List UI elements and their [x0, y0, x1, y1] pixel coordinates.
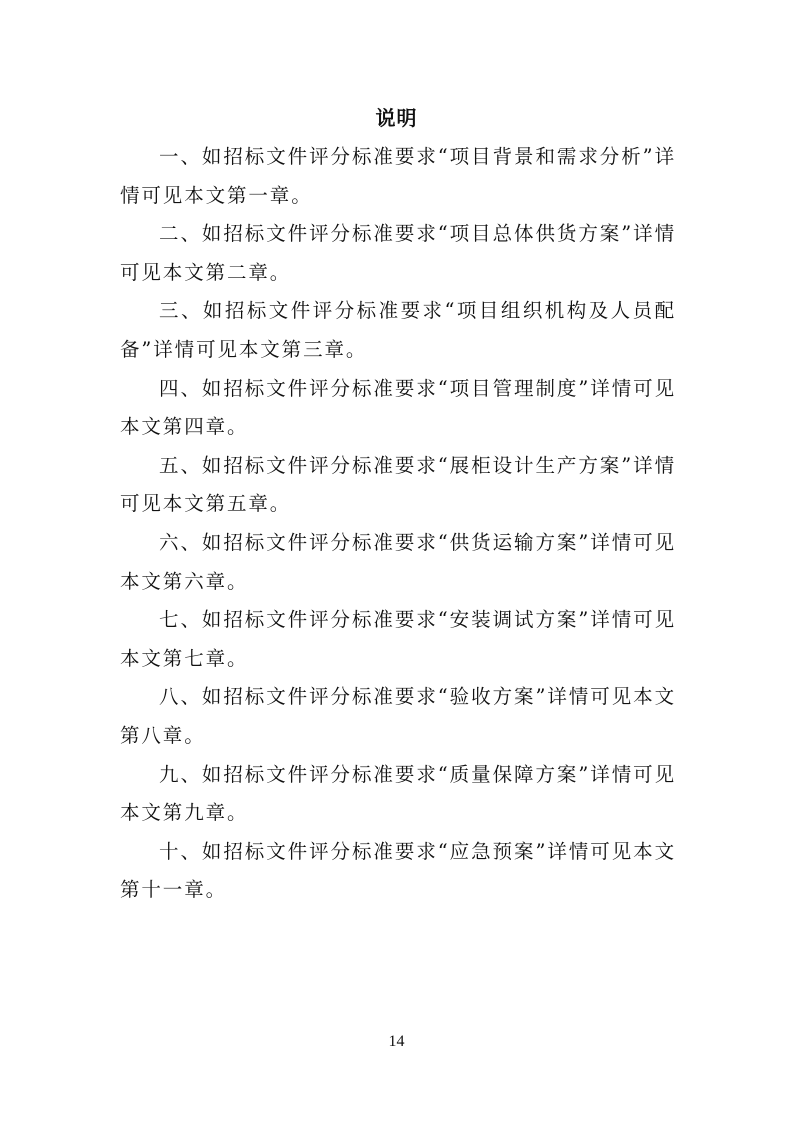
paragraph-1: 一、如招标文件评分标准要求“项目背景和需求分析”详情可见本文第一章。 [120, 145, 676, 207]
paragraph-9: 九、如招标文件评分标准要求“质量保障方案”详情可见本文第九章。 [120, 762, 676, 825]
paragraph-2: 二、如招标文件评分标准要求“项目总体供货方案”详情可见本文第二章。 [120, 222, 676, 284]
paragraph-7: 七、如招标文件评分标准要求“安装调试方案”详情可见本文第七章。 [120, 608, 676, 670]
paragraph-3: 三、如招标文件评分标准要求“项目组织机构及人员配备”详情可见本文第三章。 [120, 299, 676, 361]
page-number: 14 [388, 1033, 405, 1050]
document-body [120, 138, 676, 910]
paragraph-10: 十、如招标文件评分标准要求“应急预案”详情可见本文第十一章。 [120, 839, 676, 902]
paragraph-5: 五、如招标文件评分标准要求“展柜设计生产方案”详情可见本文第五章。 [120, 453, 676, 516]
paragraph-6: 六、如招标文件评分标准要求“供货运输方案”详情可见本文第六章。 [120, 530, 676, 593]
page-title: 说明 [375, 106, 418, 130]
paragraph-8: 八、如招标文件评分标准要求“验收方案”详情可见本文第八章。 [120, 685, 676, 747]
paragraph-4: 四、如招标文件评分标准要求“项目管理制度”详情可见本文第四章。 [120, 376, 676, 439]
